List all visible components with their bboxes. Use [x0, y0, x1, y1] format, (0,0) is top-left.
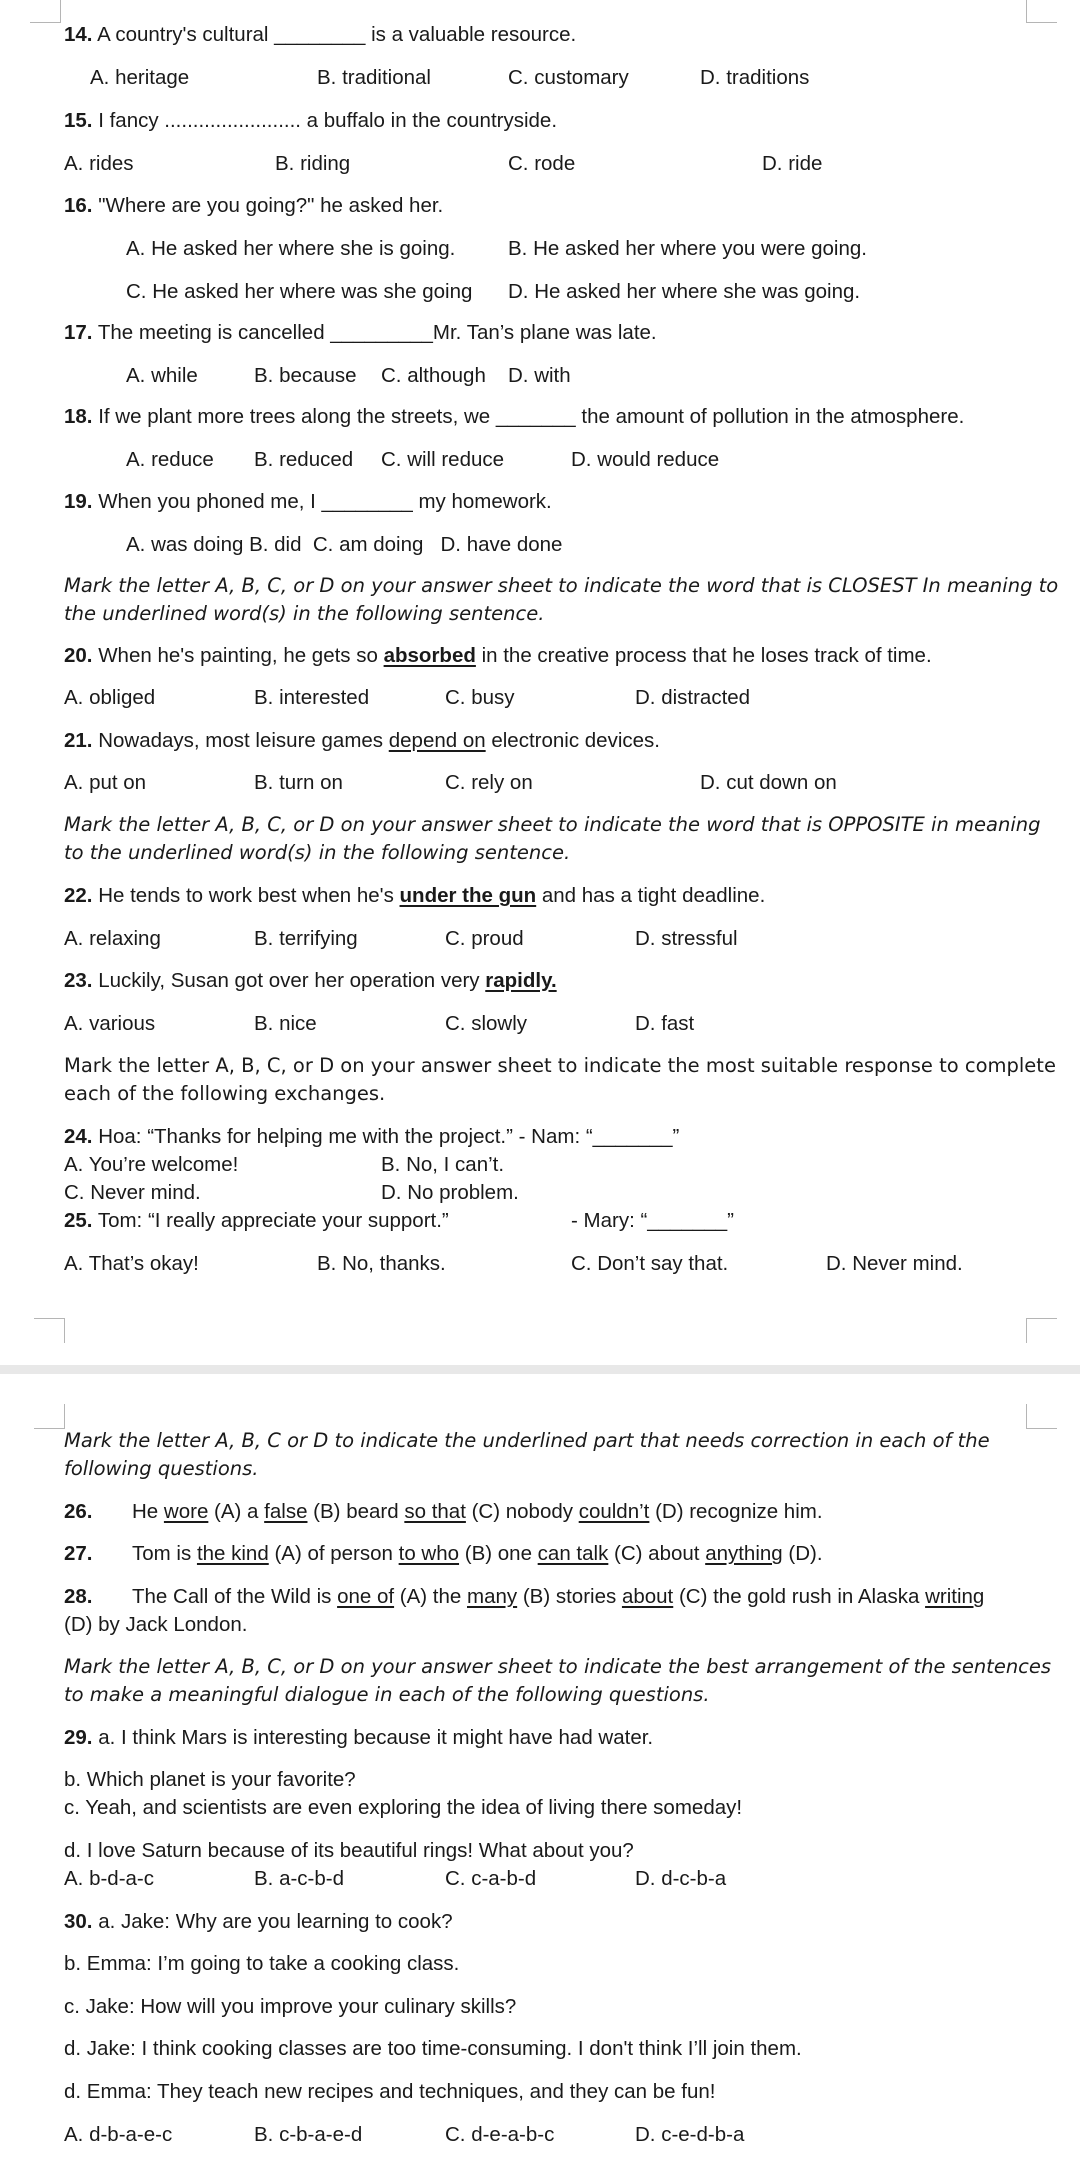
option-c[interactable]: C. Don’t say that.: [571, 1252, 729, 1275]
instruction-line: each of the following exchanges.: [64, 1082, 386, 1105]
underlined-part-c[interactable]: about: [621, 1585, 674, 1608]
option-a[interactable]: A. That’s okay!: [64, 1252, 199, 1275]
question-stem: The meeting is cancelled _________Mr. Tan’s plane was late.: [97, 321, 657, 344]
question-stem-pre: Luckily, Susan got over her operation very: [98, 969, 486, 992]
question-16: [64, 193, 443, 219]
option-a[interactable]: A. rides: [64, 152, 134, 175]
dialogue-line-d: d. Jake: I think cooking classes are too time-consuming. I don't think I’ll join them.: [64, 2037, 802, 2060]
option-d[interactable]: D. c-e-d-b-a: [635, 2123, 745, 2146]
option-c[interactable]: C. d-e-a-b-c: [445, 2123, 555, 2146]
question-30: [64, 1909, 453, 1935]
question-number: 30.: [64, 1910, 93, 1933]
page-corner-mark: [34, 1404, 65, 1429]
option-d[interactable]: D. stressful: [635, 927, 738, 950]
option-b[interactable]: B. reduced: [254, 448, 354, 471]
page-corner-mark: [1026, 0, 1057, 23]
option-d[interactable]: D. No problem.: [381, 1181, 519, 1204]
question-number: 21.: [64, 729, 93, 752]
sentence-part: (A) of person: [268, 1542, 399, 1565]
question-21: [64, 728, 660, 754]
option-c[interactable]: C. He asked her where was she going: [126, 280, 473, 303]
option-c[interactable]: C. rely on: [445, 771, 533, 794]
question-number: 26.: [64, 1500, 93, 1523]
options-row[interactable]: A. was doing B. did C. am doing D. have done: [126, 533, 563, 556]
option-b[interactable]: B. a-c-b-d: [254, 1867, 344, 1890]
option-d[interactable]: D. with: [508, 364, 571, 387]
underlined-word: rapidly.: [485, 969, 557, 992]
question-23: [64, 968, 557, 994]
option-c[interactable]: C. Never mind.: [64, 1181, 201, 1204]
underlined-part-d[interactable]: couldn’t: [578, 1500, 650, 1523]
question-stem-post: and has a tight deadline.: [536, 884, 766, 907]
option-c[interactable]: C. c-a-b-d: [445, 1867, 537, 1890]
dialogue-line-e: d. Emma: They teach new recipes and techniques, and they can be fun!: [64, 2080, 716, 2103]
underlined-part-a[interactable]: wore: [163, 1500, 209, 1523]
question-20: [64, 643, 932, 669]
question-number: 18.: [64, 405, 93, 428]
option-a[interactable]: A. heritage: [90, 66, 190, 89]
question-22: [64, 883, 765, 909]
question-27: [64, 1541, 823, 1567]
instruction-line: Mark the letter A, B, C, or D on your answer sheet to indicate the most suitable response to complete: [64, 1054, 1056, 1077]
sentence-part: (C) nobody: [465, 1500, 579, 1523]
question-stem: When you phoned me, I ________ my homework.: [98, 490, 552, 513]
dialogue-line-b: b. Emma: I’m going to take a cooking class.: [64, 1952, 460, 1975]
sentence-part: (C) the gold rush in Alaska: [673, 1585, 926, 1608]
question-number: 14.: [64, 23, 93, 46]
question-18: [64, 404, 964, 430]
question-19: [64, 489, 552, 515]
page-corner-mark: [1026, 1404, 1057, 1429]
option-a[interactable]: A. b-d-a-c: [64, 1867, 154, 1890]
underlined-part-c[interactable]: can talk: [537, 1542, 609, 1565]
dialogue-line-a: a. Jake: Why are you learning to cook?: [98, 1910, 453, 1933]
sentence-part: (D).: [782, 1542, 823, 1565]
option-a[interactable]: A. relaxing: [64, 927, 161, 950]
underlined-part-a[interactable]: one of: [337, 1585, 395, 1608]
option-a[interactable]: A. various: [64, 1012, 156, 1035]
question-stem: I fancy ........................ a buffalo in the countryside.: [98, 109, 558, 132]
instruction-line: Mark the letter A, B, C, or D on your answer sheet to indicate the word that is OPPOSITE in meaning: [64, 813, 1041, 836]
option-d[interactable]: D. would reduce: [571, 448, 720, 471]
question-number: 25.: [64, 1209, 93, 1232]
question-29: [64, 1725, 653, 1751]
option-a[interactable]: A. while: [126, 364, 198, 387]
page-corner-mark: [1026, 1318, 1057, 1343]
underlined-word: under the gun: [399, 884, 537, 907]
question-25: [64, 1208, 449, 1234]
sentence-part: (D) recognize him.: [649, 1500, 823, 1523]
sentence-part: (C) about: [608, 1542, 706, 1565]
option-b[interactable]: B. interested: [254, 686, 370, 709]
option-c[interactable]: C. although: [381, 364, 486, 387]
dialogue-line-d: d. I love Saturn because of its beautiful rings! What about you?: [64, 1839, 634, 1862]
page-separator: [0, 1365, 1080, 1374]
option-b[interactable]: B. turn on: [254, 771, 343, 794]
question-stem: Tom: “I really appreciate your support.”: [97, 1209, 449, 1232]
underlined-part-b[interactable]: many: [467, 1585, 518, 1608]
question-stem-reply: - Mary: “_______”: [571, 1209, 734, 1232]
option-a[interactable]: A. d-b-a-e-c: [64, 2123, 173, 2146]
question-stem-pre: When he's painting, he gets so: [98, 644, 384, 667]
option-c[interactable]: C. slowly: [445, 1012, 528, 1035]
option-b[interactable]: B. riding: [275, 152, 351, 175]
underlined-part-d[interactable]: writing: [925, 1585, 985, 1608]
option-a[interactable]: A. obliged: [64, 686, 156, 709]
dialogue-line-a: a. I think Mars is interesting because it might have had water.: [98, 1726, 654, 1749]
instruction-line: Mark the letter A, B, C or D to indicate the underlined part that needs correction in each of the: [64, 1429, 990, 1452]
instruction-line: to the underlined word(s) in the following sentence.: [64, 841, 571, 864]
option-a[interactable]: A. put on: [64, 771, 147, 794]
sentence-continuation: (D) by Jack London.: [64, 1613, 248, 1636]
option-b[interactable]: B. No, I can’t.: [381, 1153, 505, 1176]
question-number: 20.: [64, 644, 93, 667]
question-15: [64, 108, 557, 134]
dialogue-line-b: b. Which planet is your favorite?: [64, 1768, 356, 1791]
option-b[interactable]: B. terrifying: [254, 927, 358, 950]
sentence-part: He: [132, 1500, 164, 1523]
option-d[interactable]: D. d-c-b-a: [635, 1867, 727, 1890]
option-c[interactable]: C. customary: [508, 66, 629, 89]
option-d[interactable]: D. He asked her where she was going.: [508, 280, 861, 303]
option-d[interactable]: D. ride: [762, 152, 823, 175]
instruction-line: following questions.: [64, 1457, 259, 1480]
underlined-part-b[interactable]: to who: [398, 1542, 460, 1565]
question-14: [64, 22, 576, 48]
option-b[interactable]: B. because: [254, 364, 357, 387]
question-stem: "Where are you going?" he asked her.: [98, 194, 444, 217]
question-number: 23.: [64, 969, 93, 992]
instruction-line: the underlined word(s) in the following sentence.: [64, 602, 545, 625]
option-b[interactable]: B. c-b-a-e-d: [254, 2123, 363, 2146]
sentence-part: (A) the: [394, 1585, 467, 1608]
instruction-line: to make a meaningful dialogue in each of the following questions.: [64, 1683, 710, 1706]
question-number: 27.: [64, 1542, 93, 1565]
question-stem: If we plant more trees along the streets, we _______ the amount of pollution in the atmosphere.: [98, 405, 965, 428]
question-stem-post: in the creative process that he loses track of time.: [475, 644, 932, 667]
question-stem: A country's cultural ________ is a valuable resource.: [97, 23, 577, 46]
page-corner-mark: [34, 1318, 65, 1343]
question-stem-pre: Nowadays, most leisure games: [98, 729, 389, 752]
page-corner-mark: [30, 0, 61, 23]
sentence-part: Tom is: [132, 1542, 197, 1565]
option-b[interactable]: B. traditional: [317, 66, 431, 89]
sentence-part: (B) one: [459, 1542, 538, 1565]
dialogue-line-c: c. Yeah, and scientists are even exploring the idea of living there someday!: [64, 1796, 743, 1819]
option-c[interactable]: C. rode: [508, 152, 576, 175]
sentence-part: (B) stories: [517, 1585, 622, 1608]
question-number: 19.: [64, 490, 93, 513]
underlined-part-c[interactable]: so that: [404, 1500, 466, 1523]
option-d[interactable]: D. cut down on: [700, 771, 837, 794]
question-17: [64, 320, 657, 346]
underlined-part-d[interactable]: anything: [705, 1542, 783, 1565]
option-a[interactable]: A. You’re welcome!: [64, 1153, 239, 1176]
underlined-part-b[interactable]: false: [264, 1500, 308, 1523]
question-number: 29.: [64, 1726, 93, 1749]
question-number: 15.: [64, 109, 93, 132]
option-b[interactable]: B. No, thanks.: [317, 1252, 446, 1275]
option-c[interactable]: C. busy: [445, 686, 515, 709]
instruction-line: Mark the letter A, B, C, or D on your answer sheet to indicate the word that is CLOSEST In meaning to: [64, 574, 1059, 597]
question-stem-pre: He tends to work best when he's: [98, 884, 400, 907]
underlined-word: depend on: [388, 729, 486, 752]
question-26: [64, 1499, 823, 1525]
question-number: 16.: [64, 194, 93, 217]
sentence-part: (A) a: [208, 1500, 265, 1523]
option-b[interactable]: B. He asked her where you were going.: [508, 237, 867, 260]
question-28: [64, 1584, 984, 1610]
instruction-line: Mark the letter A, B, C, or D on your answer sheet to indicate the best arrangement of the sentences: [64, 1655, 1052, 1678]
option-c[interactable]: C. will reduce: [381, 448, 505, 471]
option-d[interactable]: D. distracted: [635, 686, 751, 709]
option-d[interactable]: D. fast: [635, 1012, 695, 1035]
option-d[interactable]: D. traditions: [700, 66, 810, 89]
question-number: 24.: [64, 1125, 93, 1148]
question-number: 17.: [64, 321, 93, 344]
option-a[interactable]: A. He asked her where she is going.: [126, 237, 456, 260]
question-stem-post: electronic devices.: [485, 729, 660, 752]
dialogue-line-c: c. Jake: How will you improve your culinary skills?: [64, 1995, 517, 2018]
underlined-part-a[interactable]: the kind: [196, 1542, 269, 1565]
sentence-part: (B) beard: [307, 1500, 405, 1523]
option-c[interactable]: C. proud: [445, 927, 524, 950]
sentence-part: The Call of the Wild is: [132, 1585, 338, 1608]
option-b[interactable]: B. nice: [254, 1012, 317, 1035]
option-a[interactable]: A. reduce: [126, 448, 214, 471]
question-number: 22.: [64, 884, 93, 907]
question-24: [64, 1124, 679, 1150]
question-number: 28.: [64, 1585, 93, 1608]
underlined-word: absorbed: [383, 644, 476, 667]
question-stem: Hoa: “Thanks for helping me with the project.” - Nam: “_______”: [98, 1125, 680, 1148]
option-d[interactable]: D. Never mind.: [826, 1252, 963, 1275]
